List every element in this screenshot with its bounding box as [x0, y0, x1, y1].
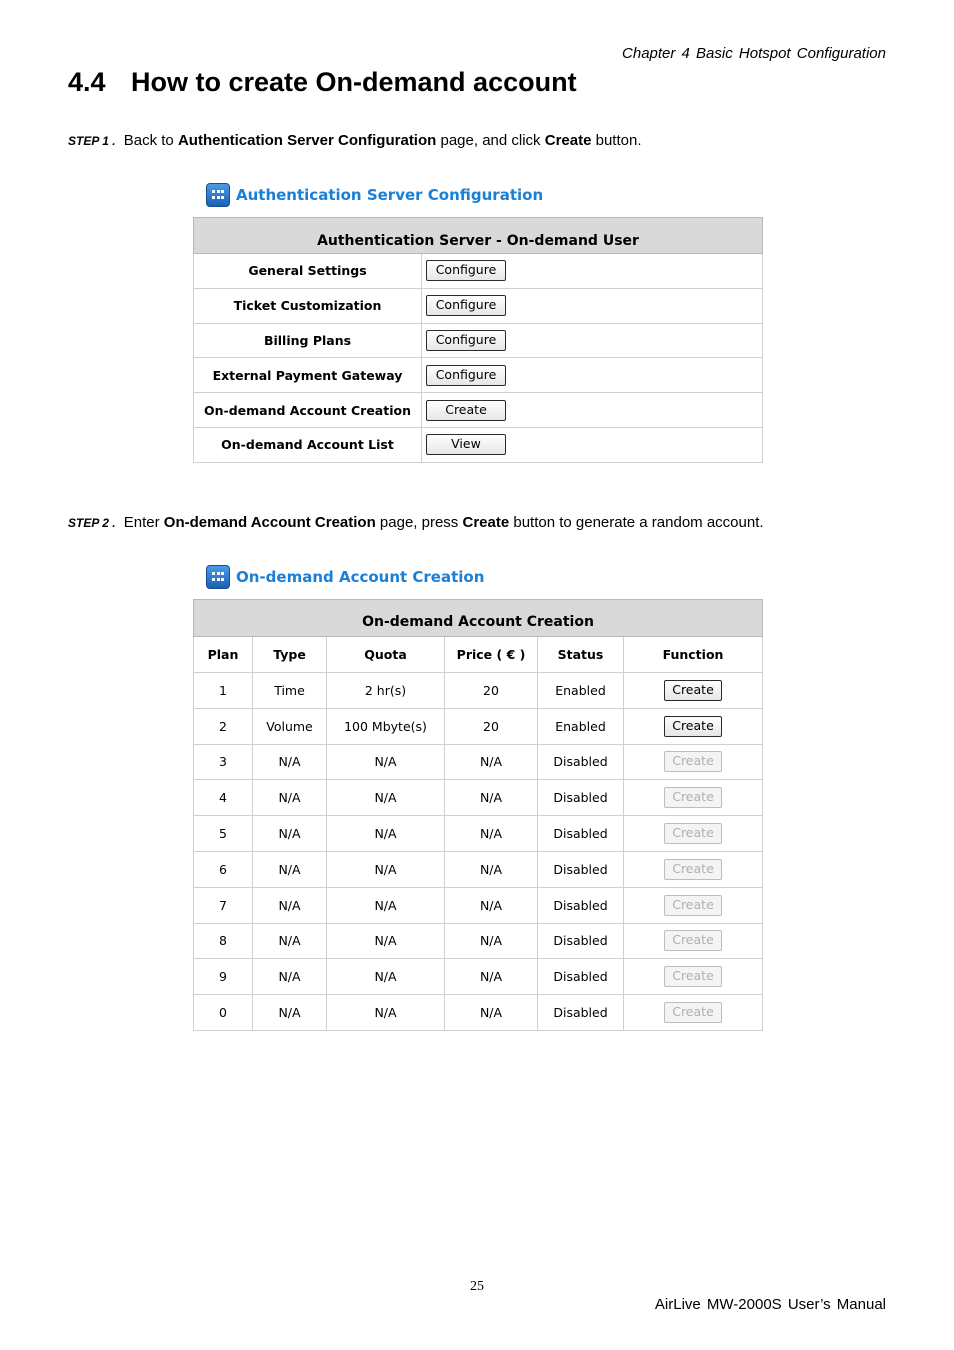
- od-account-table: [193, 599, 763, 1031]
- configure-button[interactable]: Configure: [426, 295, 506, 316]
- create-button: Create: [664, 751, 722, 772]
- plan-status-cell: Disabled: [538, 959, 624, 995]
- create-button: Create: [664, 895, 722, 916]
- col-header-plan: Plan: [194, 637, 253, 673]
- create-button: Create: [664, 930, 722, 951]
- auth-table-row: [194, 358, 763, 393]
- auth-row-label: General Settings: [194, 254, 422, 289]
- plan-status-cell: Disabled: [538, 923, 624, 959]
- step-text: page, and click: [440, 132, 541, 149]
- page-number: 25: [470, 1279, 484, 1294]
- plan-row: [194, 959, 763, 995]
- step-2-instruction: [68, 514, 764, 531]
- plan-quota-cell: N/A: [327, 995, 445, 1031]
- create-button[interactable]: Create: [664, 680, 722, 701]
- auth-table-row: [194, 427, 763, 462]
- plan-type-cell: N/A: [253, 923, 327, 959]
- create-button: Create: [664, 859, 722, 880]
- plan-quota-cell: N/A: [327, 887, 445, 923]
- plan-price-cell: 20: [445, 673, 538, 709]
- plan-row: [194, 851, 763, 887]
- plan-function-cell: [624, 959, 763, 995]
- auth-row-label: Billing Plans: [194, 323, 422, 358]
- plan-function-cell: [624, 673, 763, 709]
- plan-row: [194, 887, 763, 923]
- plan-plan-cell: 2: [194, 708, 253, 744]
- step-text: page, press: [379, 514, 459, 531]
- plan-status-cell: Disabled: [538, 887, 624, 923]
- auth-row-action-cell: [422, 323, 763, 358]
- plan-plan-cell: 4: [194, 780, 253, 816]
- step-label: STEP 2 .: [68, 516, 116, 530]
- col-header-type: Type: [253, 637, 327, 673]
- grid-app-icon: [206, 565, 230, 589]
- step-bold-text: Create: [462, 514, 510, 531]
- plan-status-cell: Enabled: [538, 708, 624, 744]
- plan-price-cell: N/A: [445, 851, 538, 887]
- plan-type-cell: N/A: [253, 959, 327, 995]
- auth-row-action-cell: [422, 288, 763, 323]
- step-text: button.: [595, 132, 642, 149]
- step-bold-text: Authentication Server Configuration: [177, 132, 437, 149]
- plan-function-cell: [624, 887, 763, 923]
- footer-manual-title: AirLive MW-2000S User’s Manual: [654, 1296, 886, 1313]
- auth-panel-title: [206, 183, 543, 207]
- step-1-instruction: [68, 132, 641, 149]
- plan-plan-cell: 3: [194, 744, 253, 780]
- plan-quota-cell: N/A: [327, 816, 445, 852]
- create-button: Create: [664, 823, 722, 844]
- section-title: [68, 67, 577, 98]
- plan-quota-cell: N/A: [327, 851, 445, 887]
- configure-button[interactable]: Configure: [426, 330, 506, 351]
- step-text: button to generate a random account.: [513, 514, 764, 531]
- plan-type-cell: N/A: [253, 851, 327, 887]
- plan-function-cell: [624, 995, 763, 1031]
- plan-function-cell: [624, 851, 763, 887]
- plan-status-cell: Disabled: [538, 995, 624, 1031]
- plan-status-cell: Enabled: [538, 673, 624, 709]
- auth-row-label: On-demand Account Creation: [194, 393, 422, 428]
- plan-status-cell: Disabled: [538, 780, 624, 816]
- plan-quota-cell: 100 Mbyte(s): [327, 708, 445, 744]
- plan-plan-cell: 8: [194, 923, 253, 959]
- auth-table-row: [194, 254, 763, 289]
- plan-function-cell: [624, 708, 763, 744]
- auth-row-action-cell: [422, 254, 763, 289]
- plan-plan-cell: 5: [194, 816, 253, 852]
- plan-status-cell: Disabled: [538, 744, 624, 780]
- plan-function-cell: [624, 923, 763, 959]
- step-label: STEP 1 .: [68, 134, 116, 148]
- section-number: 4.4: [68, 67, 106, 97]
- od-panel-title-text: On-demand Account Creation: [236, 568, 485, 586]
- plan-quota-cell: N/A: [327, 923, 445, 959]
- plan-type-cell: N/A: [253, 744, 327, 780]
- col-header-price: Price ( € ): [445, 637, 538, 673]
- create-button: Create: [664, 787, 722, 808]
- plan-row: [194, 673, 763, 709]
- plan-type-cell: N/A: [253, 995, 327, 1031]
- plan-type-cell: N/A: [253, 887, 327, 923]
- plan-quota-cell: N/A: [327, 959, 445, 995]
- plan-type-cell: Volume: [253, 708, 327, 744]
- auth-row-action-cell: [422, 427, 763, 462]
- auth-server-table: [193, 217, 763, 463]
- plan-function-cell: [624, 816, 763, 852]
- step-bold-text: Create: [544, 132, 592, 149]
- create-button[interactable]: Create: [664, 716, 722, 737]
- auth-table-row: [194, 288, 763, 323]
- create-button[interactable]: Create: [426, 400, 506, 421]
- plan-price-cell: N/A: [445, 887, 538, 923]
- plan-plan-cell: 7: [194, 887, 253, 923]
- auth-row-action-cell: [422, 358, 763, 393]
- od-panel-title: [206, 565, 484, 589]
- plan-row: [194, 744, 763, 780]
- plan-function-cell: [624, 744, 763, 780]
- plan-price-cell: N/A: [445, 780, 538, 816]
- plan-plan-cell: 1: [194, 673, 253, 709]
- plan-row: [194, 780, 763, 816]
- auth-table-header: Authentication Server - On-demand User: [194, 218, 763, 254]
- col-header-status: Status: [538, 637, 624, 673]
- grid-app-icon: [206, 183, 230, 207]
- plan-plan-cell: 9: [194, 959, 253, 995]
- auth-row-label: On-demand Account List: [194, 427, 422, 462]
- od-table-header: On-demand Account Creation: [194, 600, 763, 637]
- plan-quota-cell: 2 hr(s): [327, 673, 445, 709]
- create-button: Create: [664, 966, 722, 987]
- plan-row: [194, 923, 763, 959]
- configure-button[interactable]: Configure: [426, 260, 506, 281]
- plan-price-cell: N/A: [445, 816, 538, 852]
- plan-row: [194, 995, 763, 1031]
- chapter-header: Chapter 4 Basic Hotspot Configuration: [622, 45, 886, 62]
- plan-type-cell: N/A: [253, 780, 327, 816]
- section-title-text: How to create On-demand account: [131, 67, 577, 97]
- col-header-function: Function: [624, 637, 763, 673]
- step-bold-text: On-demand Account Creation: [163, 514, 376, 531]
- plan-status-cell: Disabled: [538, 816, 624, 852]
- plan-quota-cell: N/A: [327, 780, 445, 816]
- step-text: Back to: [123, 132, 174, 149]
- plan-type-cell: Time: [253, 673, 327, 709]
- plan-function-cell: [624, 780, 763, 816]
- auth-row-action-cell: [422, 393, 763, 428]
- step-text: Enter: [123, 514, 160, 531]
- auth-table-row: [194, 323, 763, 358]
- plan-plan-cell: 0: [194, 995, 253, 1031]
- plan-row: [194, 708, 763, 744]
- auth-row-label: Ticket Customization: [194, 288, 422, 323]
- plan-type-cell: N/A: [253, 816, 327, 852]
- plan-price-cell: N/A: [445, 923, 538, 959]
- plan-price-cell: N/A: [445, 744, 538, 780]
- plan-quota-cell: N/A: [327, 744, 445, 780]
- auth-panel-title-text: Authentication Server Configuration: [236, 186, 544, 204]
- auth-table-row: [194, 393, 763, 428]
- configure-button[interactable]: Configure: [426, 365, 506, 386]
- plan-plan-cell: 6: [194, 851, 253, 887]
- plan-status-cell: Disabled: [538, 851, 624, 887]
- plan-price-cell: 20: [445, 708, 538, 744]
- plan-price-cell: N/A: [445, 995, 538, 1031]
- auth-row-label: External Payment Gateway: [194, 358, 422, 393]
- create-button: Create: [664, 1002, 722, 1023]
- view-button[interactable]: View: [426, 434, 506, 455]
- plan-row: [194, 816, 763, 852]
- col-header-quota: Quota: [327, 637, 445, 673]
- plan-price-cell: N/A: [445, 959, 538, 995]
